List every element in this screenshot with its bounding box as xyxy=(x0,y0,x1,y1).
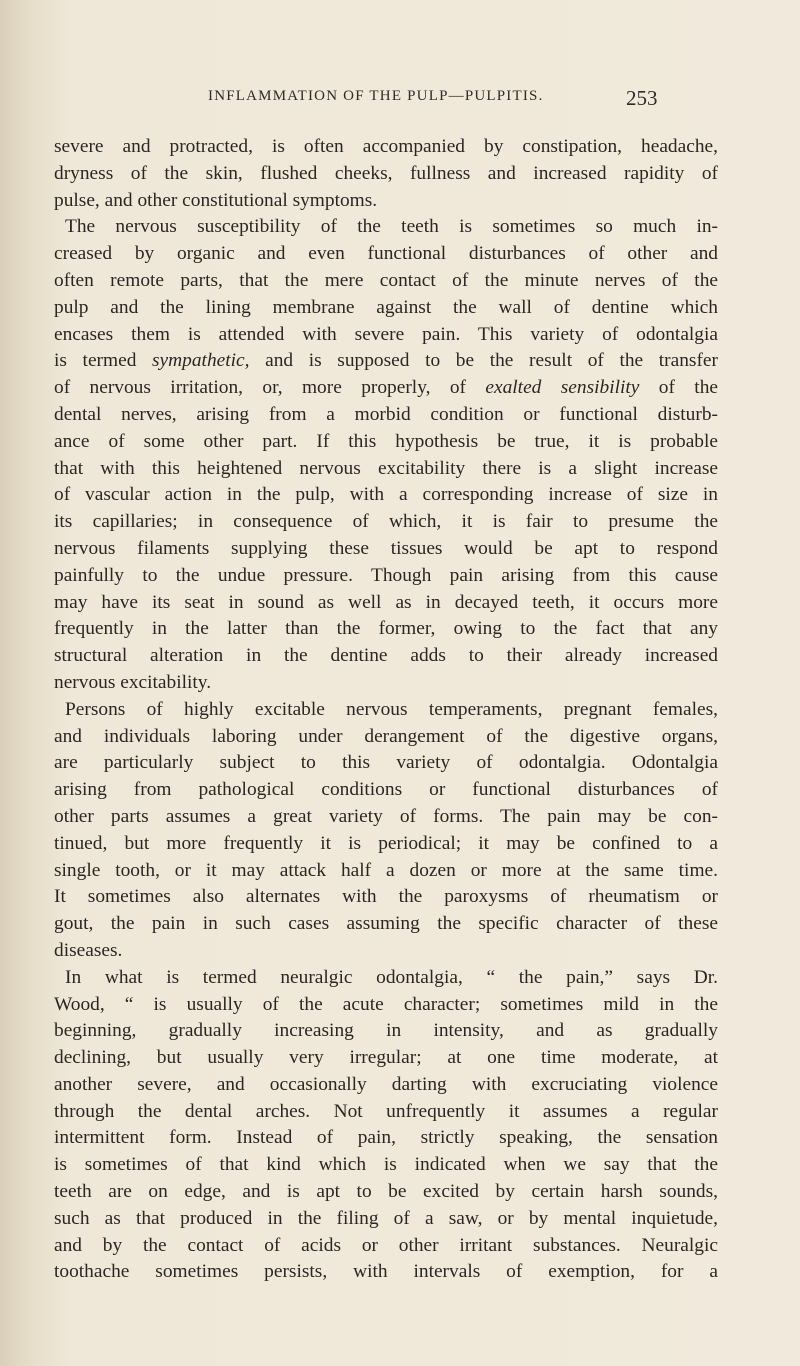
text-line: dryness of the skin, flushed cheeks, fullness and increased rapidity of xyxy=(54,162,718,184)
italic-term-exalted-sensibility: exalted sensibility xyxy=(485,377,640,399)
text-line: dental nerves, arising from a morbid condition or functional disturb- xyxy=(54,403,718,425)
text-line: through the dental arches. Not unfrequently it assumes a regular xyxy=(54,1100,718,1122)
text-line: gout, the pain in such cases assuming the specific character of these xyxy=(54,913,718,935)
text-line: nervous filaments supplying these tissues would be apt to respond xyxy=(54,537,718,559)
text-fragment: is termed xyxy=(54,350,153,372)
text-line: and individuals laboring under derangement of the digestive organs, xyxy=(54,725,718,747)
page-number: 253 xyxy=(626,86,658,110)
text-line: In what is termed neuralgic odontalgia, “ the pain,” says Dr. xyxy=(65,966,718,988)
body-text xyxy=(54,134,718,1286)
italic-term-sympathetic: sympathetic, xyxy=(152,350,250,372)
text-line: nervous excitability. xyxy=(54,671,212,693)
text-line: painfully to the undue pressure. Though pain arising from this cause xyxy=(54,564,718,586)
text-line: are particularly subject to this variety of odontalgia. Odontalgia xyxy=(54,752,718,774)
text-line: and by the contact of acids or other irritant substances. Neuralgic xyxy=(54,1234,718,1256)
text-line: encases them is attended with severe pain. This variety of odontalgia xyxy=(54,323,718,345)
text-line: intermittent form. Instead of pain, strictly speaking, the sensation xyxy=(54,1127,718,1149)
text-line: structural alteration in the dentine adds to their already increased xyxy=(54,645,718,667)
text-line: arising from pathological conditions or functional disturbances of xyxy=(54,779,718,801)
text-fragment: of nervous irritation, or, more properly, of xyxy=(54,377,486,399)
text-line: It sometimes also alternates with the paroxysms of rheumatism or xyxy=(54,886,718,908)
text-line: severe and protracted, is often accompanied by constipation, headache, xyxy=(54,136,718,157)
page-header xyxy=(0,88,800,112)
text-line: may have its seat in sound as well as in decayed teeth, it occurs more xyxy=(54,591,718,613)
text-line: declining, but usually very irregular; at one time moderate, at xyxy=(54,1047,718,1069)
text-line: that with this heightened nervous excitability there is a slight increase xyxy=(54,457,718,479)
text-line: other parts assumes a great variety of forms. The pain may be con- xyxy=(54,805,718,827)
text-line: such as that produced in the filing of a saw, or by mental inquietude, xyxy=(54,1207,718,1229)
text-line: frequently in the latter than the former, owing to the fact that any xyxy=(54,618,718,640)
text-line xyxy=(54,375,718,402)
text-line: creased by organic and even functional disturbances of other and xyxy=(54,243,718,265)
text-line: is sometimes of that kind which is indicated when we say that the xyxy=(54,1154,718,1176)
text-fragment: of the xyxy=(639,377,718,399)
text-line: toothache sometimes persists, with intervals of exemption, for a xyxy=(54,1261,718,1283)
text-line: its capillaries; in consequence of which, it is fair to presume the xyxy=(54,511,718,533)
text-line: pulse, and other constitutional symptoms. xyxy=(54,189,378,211)
text-line: another severe, and occasionally darting with excruciating violence xyxy=(54,1073,718,1095)
text-line: Persons of highly excitable nervous temperaments, pregnant females, xyxy=(65,698,718,720)
text-line: Wood, “ is usually of the acute character; sometimes mild in the xyxy=(54,993,718,1015)
text-line xyxy=(54,348,718,375)
text-line: teeth are on edge, and is apt to be excited by certain harsh sounds, xyxy=(54,1181,718,1203)
text-line: pulp and the lining membrane against the wall of dentine which xyxy=(54,296,718,318)
text-line: single tooth, or it may attack half a dozen or more at the same time. xyxy=(54,859,718,881)
text-line: beginning, gradually increasing in intensity, and as gradually xyxy=(54,1020,718,1042)
text-line: tinued, but more frequently it is periodical; it may be confined to a xyxy=(54,832,718,854)
text-line: diseases. xyxy=(54,939,123,961)
text-line: The nervous susceptibility of the teeth is sometimes so much in- xyxy=(65,216,718,238)
text-line: ance of some other part. If this hypothesis be true, it is probable xyxy=(54,430,718,452)
text-line: often remote parts, that the mere contact of the minute nerves of the xyxy=(54,269,718,291)
text-line: of vascular action in the pulp, with a corresponding increase of size in xyxy=(54,484,718,506)
text-fragment: and is supposed to be the result of the transfer xyxy=(249,350,718,372)
running-title: INFLAMMATION OF THE PULP—PULPITIS. xyxy=(208,88,544,104)
